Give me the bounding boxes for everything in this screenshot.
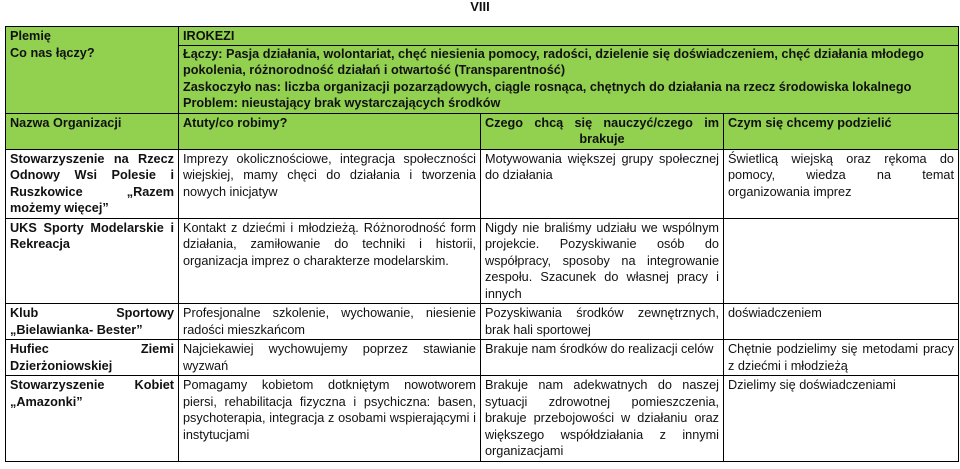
table-row: [6, 340, 959, 376]
page-number-label: VIII: [470, 0, 490, 14]
czego-cell: Motywowania większej grupy społecznej do działania: [481, 149, 724, 218]
table-row: [6, 376, 959, 462]
column-header-org: Nazwa Organizacji: [6, 113, 179, 149]
org-name-cell: Stowarzyszenie na Rzecz Odnowy Wsi Polesie i Ruszkowice „Razem możemy więcej”: [6, 149, 179, 218]
czego-cell: Brakuje nam adekwatnych do naszej sytuacji zdrowotnej pomieszczenia, brakuje przebojowości w działaniu oraz większego współdziałania z innymi organizacjami: [481, 376, 724, 462]
atuty-cell: Najciekawiej wychowujemy poprzez stawianie wyzwań: [179, 340, 481, 376]
czego-cell: Pozyskiwania środków zewnętrznych, brak hali sportowej: [481, 304, 724, 340]
column-header-row: [6, 113, 959, 149]
czym-cell: Świetlicą wiejską oraz rękoma do pomocy, wiedza na temat organizowania imprez: [724, 149, 959, 218]
problem-text: Problem: nieustający brak wystarczających środków: [183, 96, 501, 110]
atuty-cell: Imprezy okolicznościowe, integracja społeczności wiejskiej, mamy chęci do działania i tworzenia nowych inicjatyw: [179, 149, 481, 218]
zaskoczylo-text: Zaskoczyło nas: liczba organizacji pozarządowych, ciągle rosnąca, chętnych do działania na rzecz środowiska lokalnego: [183, 79, 912, 94]
atuty-cell: Pomagamy kobietom dotkniętym nowotworem piersi, rehabilitacja fizyczna i psychiczna: basen, psychoterapia, integracja z osobami wspierającymi i instytucjami: [179, 376, 481, 462]
table-row: [6, 304, 959, 340]
column-header-czego: Czego chcą się nauczyć/czego im brakuje: [481, 113, 724, 149]
atuty-cell: Profesjonalne szkolenie, wychowanie, niesienie radości mieszkańcom: [179, 304, 481, 340]
table-row: [6, 218, 959, 304]
atuty-cell: Kontakt z dziećmi i młodzieżą. Różnorodność form działania, zamiłowanie do techniki i historii, organizacja imprez o charakterze modelarskim.: [179, 218, 481, 304]
plemie-description-cell: [179, 45, 959, 113]
czym-cell: Chętnie podzielimy się metodami pracy z dziećmi i młodzieżą: [724, 340, 959, 376]
czego-cell: Nigdy nie braliśmy udziału we wspólnym projekcie. Pozyskiwanie osób do współpracy, sposoby na integrowanie zespołu. Szacunek do własnej pracy i innych: [481, 218, 724, 304]
czym-cell: Dzielimy się doświadczeniami: [724, 376, 959, 462]
czym-cell: doświadczeniem: [724, 304, 959, 340]
org-name-cell: Stowarzyszenie Kobiet „Amazonki”: [6, 376, 179, 462]
plemie-label: Plemię: [10, 29, 51, 43]
org-name-cell: Klub Sportowy „Bielawianka- Bester”: [6, 304, 179, 340]
organizations-table: [5, 26, 959, 462]
column-header-czym: Czym się chcemy podzielić: [724, 113, 959, 149]
org-name-cell: UKS Sporty Modelarskie i Rekreacja: [6, 218, 179, 304]
header-row-plemie: [6, 27, 959, 46]
co-nas-laczy-label: Co nas łączy?: [10, 45, 95, 60]
laczy-text: Łączy: Pasja działania, wolontariat, chęć niesienia pomocy, radości, dzielenie się doświadczeniem, chęć działania młodego pokolenia, różnorodność działań i otwartość (Transparentność): [183, 46, 924, 77]
column-header-atuty: Atuty/co robimy?: [179, 113, 481, 149]
org-name-cell: Hufiec Ziemi Dzierżoniowskiej: [6, 340, 179, 376]
czego-cell: Brakuje nam środków do realizacji celów: [481, 340, 724, 376]
table-row: [6, 149, 959, 218]
czym-cell: [724, 218, 959, 304]
header-labels-cell: [6, 27, 179, 114]
plemie-name: IROKEZI: [179, 27, 959, 46]
